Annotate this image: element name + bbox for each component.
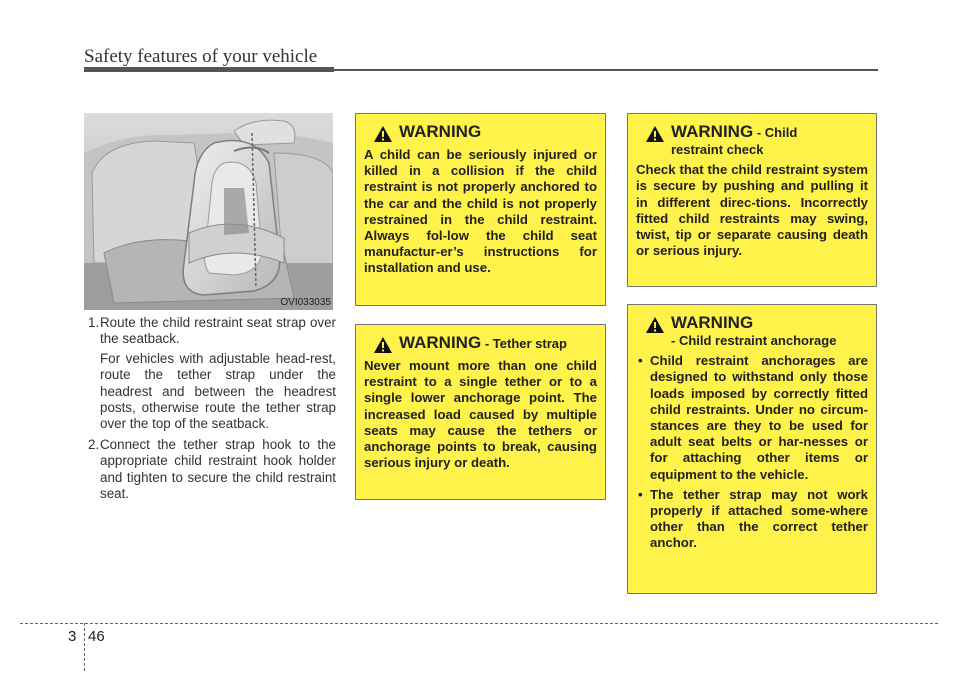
instruction-steps [84,315,336,502]
warning-title: WARNING [399,122,482,141]
step-number: 1. [88,315,100,330]
warning-box-child-restraint-anchorage [627,304,877,594]
figure-code: OVI033035 [280,297,331,308]
warning-header [364,122,597,143]
warning-header [636,313,868,349]
warning-subtitle: - Tether strap [484,336,567,351]
page-number: 46 [88,628,105,645]
warning-body: Check that the child restraint system is secure by pushing and pulling it in different direc-tions. Incorrectly fitted child restraints may swing, twist, tip or separate causing death or serious injury. [636,162,868,259]
warning-triangle-icon [645,316,665,334]
page-header-title: Safety features of your vehicle [84,46,318,67]
warning-triangle-icon [645,125,665,143]
warning-title: WARNING [399,333,482,352]
warning-body: Never mount more than one child restraint to a single tether or to a single lower anchorage point. The increased load caused by multiple seats may cause the tethers or anchorage points to break, causing serious injury or death. [364,358,597,471]
step-subtext: For vehicles with adjustable head-rest, route the tether strap under the headrest and between the headrest posts, otherwise route the tether strap over the top of the seatback. [100,350,336,432]
warning-bullet-list [636,353,868,551]
warning-body: A child can be seriously injured or killed in a collision if the child restraint is not properly anchored to the car and the child is not properly restrained in the child restraint. Always fol-low the child seat manufactur-er’s instructions for installation and use. [364,147,597,276]
warning-subtitle-line2: restraint check [671,142,764,157]
chapter-number: 3 [68,628,77,645]
step-text: Connect the tether strap hook to the appropriate child restraint hook holder and tighten to secure the child restraint seat. [100,436,336,502]
warning-subtitle: - Child [756,125,798,140]
step-number: 2. [88,436,100,452]
warning-title: WARNING [671,313,754,332]
footer-divider-vertical [84,623,85,671]
warning-subtitle: - Child restraint anchorage [671,333,837,348]
warning-box-child-restraint-check [627,113,877,287]
warning-triangle-icon [373,336,393,354]
footer-divider [20,623,938,624]
step-1 [84,315,336,433]
warning-header [364,333,597,354]
warning-box-tether [355,324,606,500]
child-seat-illustration [84,113,333,310]
header-rule-thin [334,69,878,71]
step-text: Route the child restraint seat strap over the seatback. [100,315,336,347]
child-seat-photo [84,113,333,310]
warning-header [636,122,868,158]
warning-bullet: • Child restraint anchorages are designed to withstand only those loads imposed by correctly fitted child restraints. Under no circum-stances are they to be used for adult seat belts or har-nesses or for attaching other items or equipment to the vehicle. [636,353,868,483]
warning-title: WARNING [671,122,754,141]
warning-box-general [355,113,606,306]
warning-bullet: • The tether strap may not work properly if attached some-where other than the correct tether anchor. [636,487,868,552]
warning-triangle-icon [373,125,393,143]
header-rule-thick [84,67,334,72]
step-2 [84,437,336,503]
